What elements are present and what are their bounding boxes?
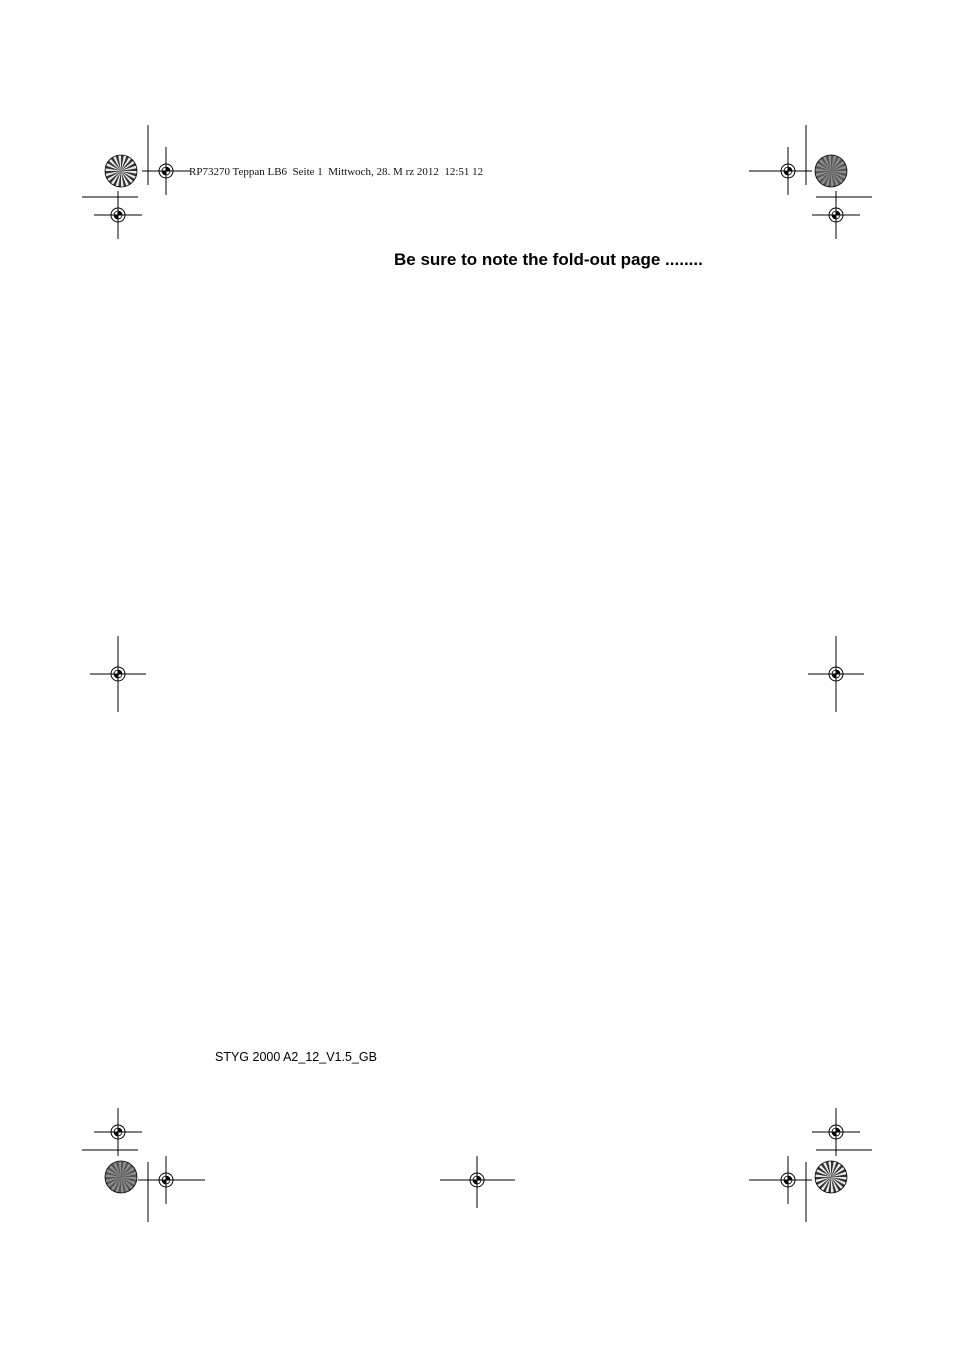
registration-target-icon <box>749 1156 812 1204</box>
crop-mark-icon <box>82 125 872 197</box>
registration-target-icon <box>812 1108 860 1156</box>
registration-target-icon <box>142 147 190 195</box>
registration-target-icon <box>808 636 864 712</box>
starburst-icon <box>815 1161 847 1193</box>
document-code: STYG 2000 A2_12_V1.5_GB <box>215 1050 377 1064</box>
starburst-icon <box>815 155 847 187</box>
registration-target-icon <box>440 1156 515 1208</box>
registration-target-icon <box>94 191 142 239</box>
registration-target-icon <box>94 1108 142 1156</box>
starburst-icon <box>105 1161 137 1193</box>
registration-target-icon <box>90 636 146 712</box>
starburst-icon <box>105 155 137 187</box>
fold-out-note: Be sure to note the fold-out page ........ <box>394 250 703 269</box>
print-header-info: RP73270 Teppan LB6 Seite 1 Mittwoch, 28. M rz 2012 12:51 12 <box>189 166 484 178</box>
registration-target-icon <box>812 191 860 239</box>
